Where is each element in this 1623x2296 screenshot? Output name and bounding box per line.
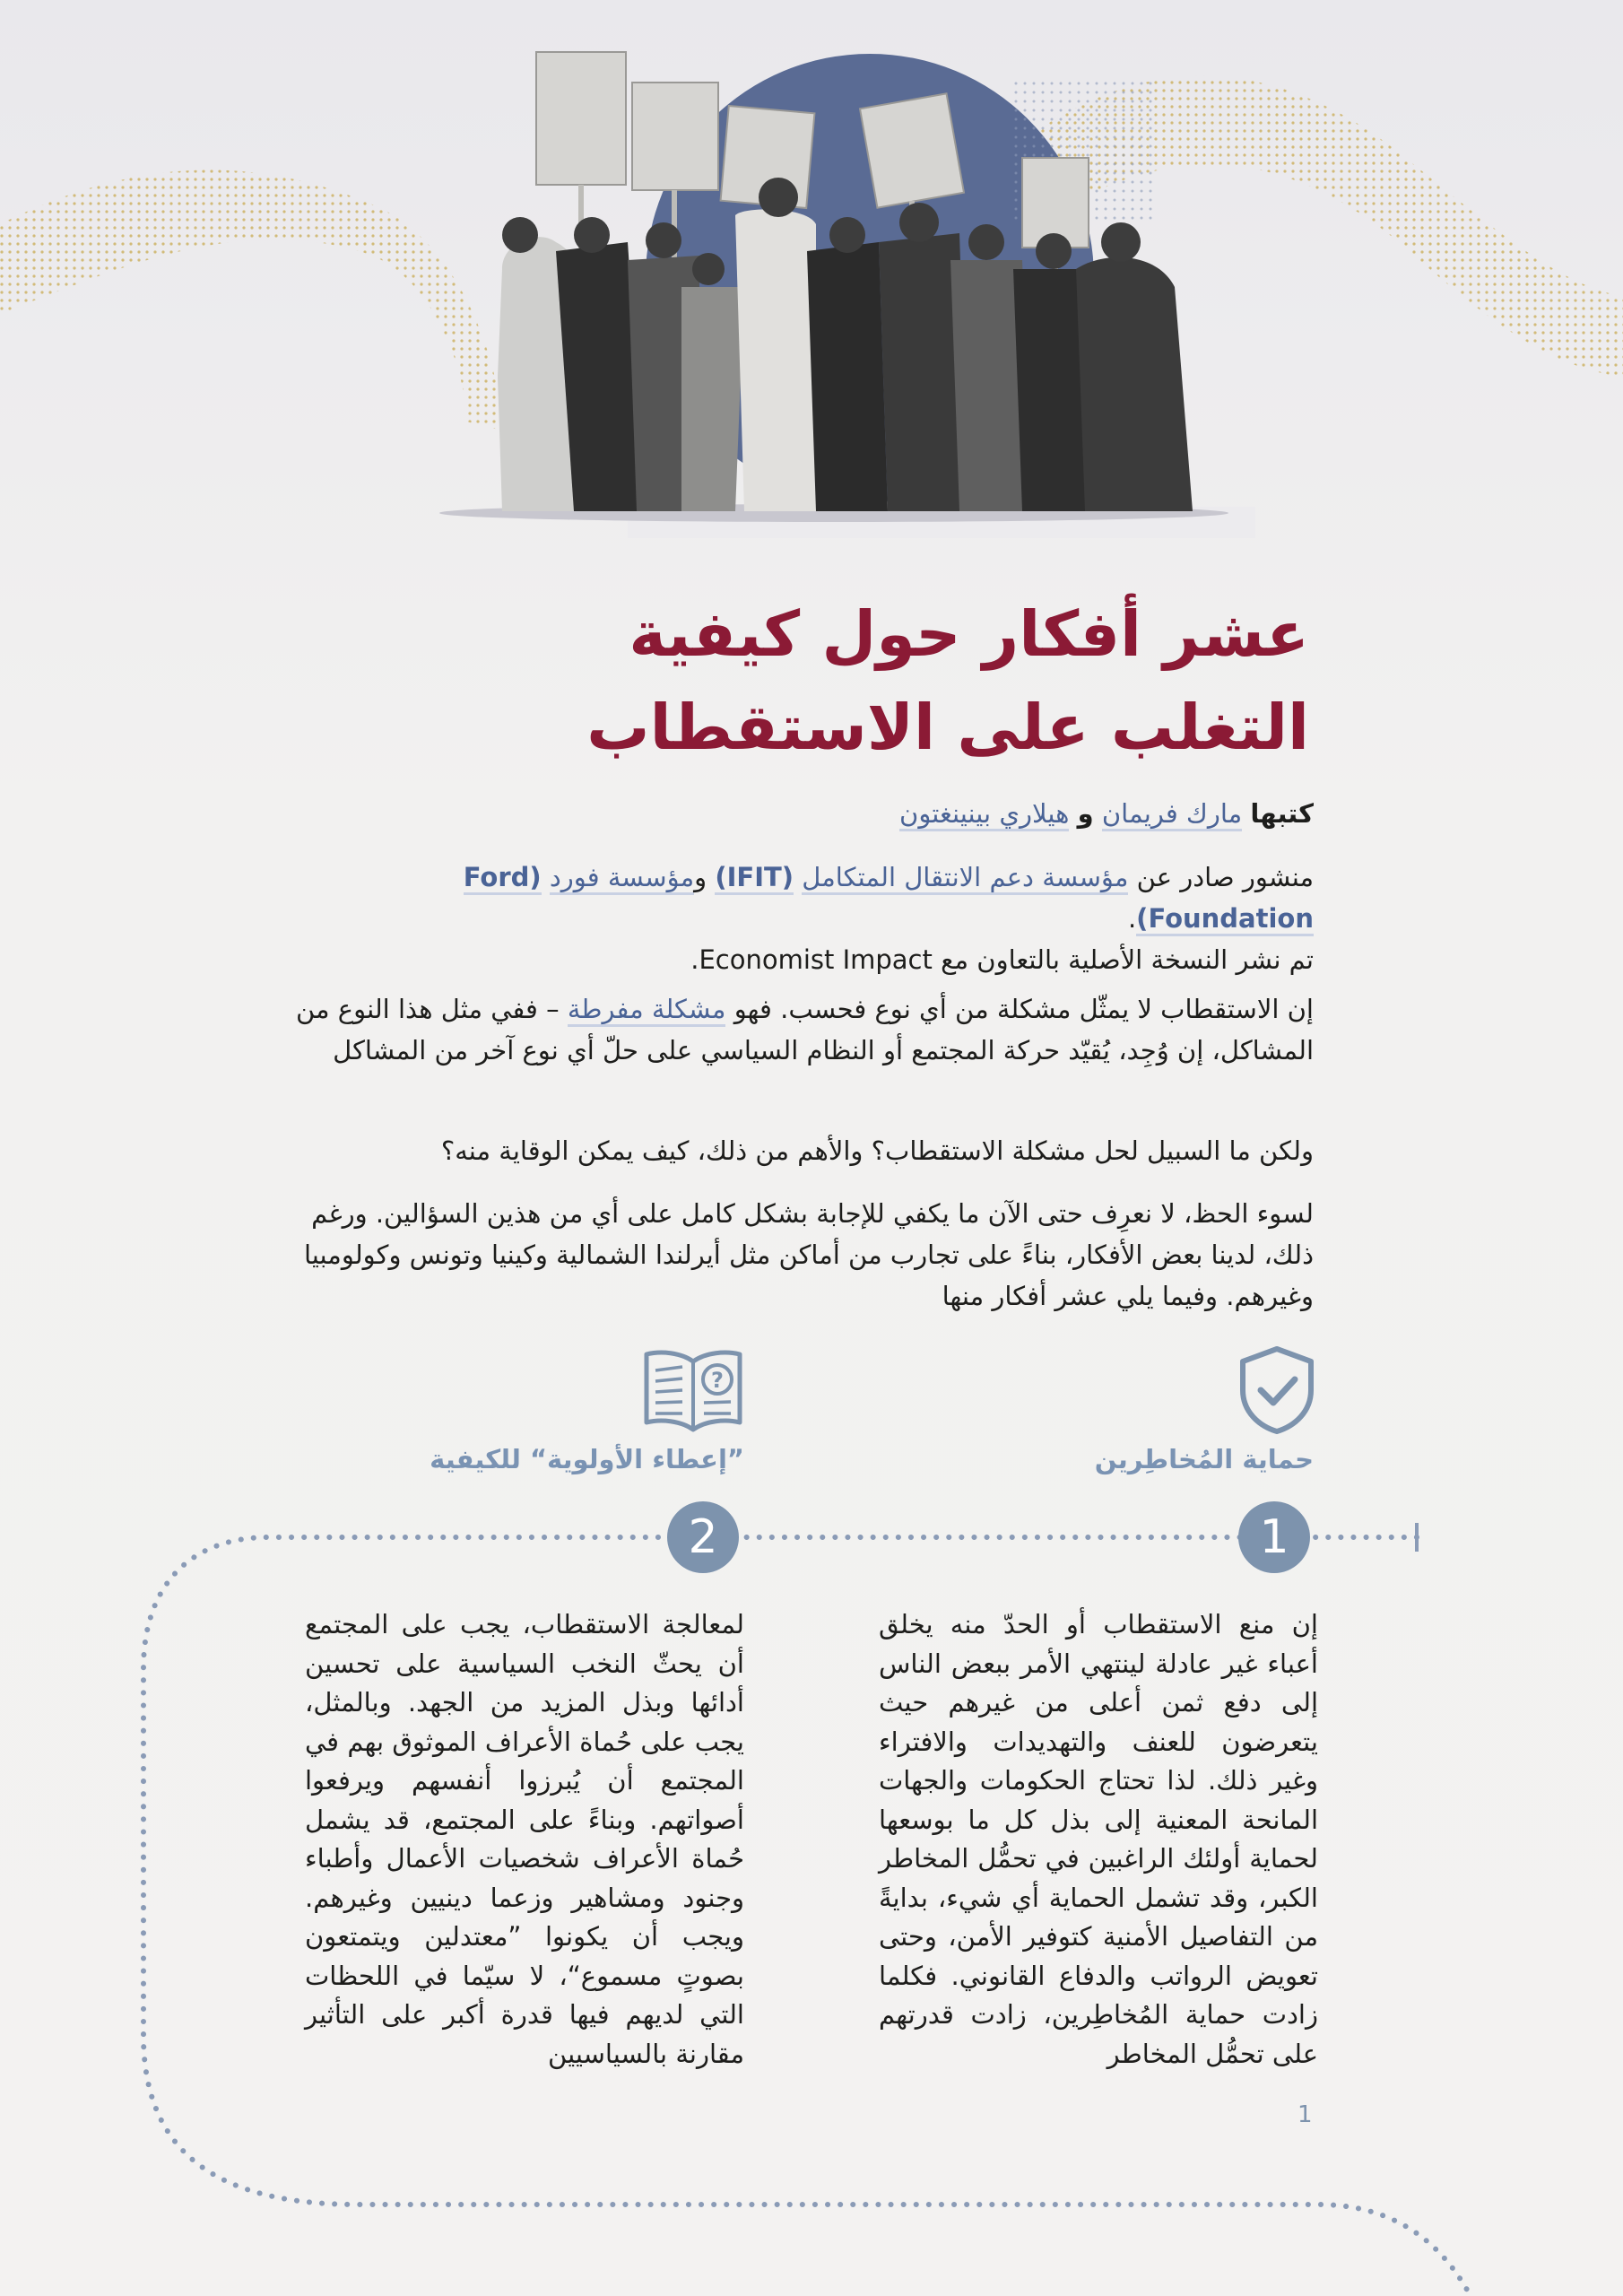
idea-2-title: ”إعطاء الأولوية“ للكيفية [430,1444,744,1474]
publication-note [282,857,1314,980]
org-ford-english[interactable]: (Ford Foundation) [464,862,1314,936]
open-book-question-icon [641,1345,745,1435]
idea-2-number-badge: 2 [667,1501,739,1573]
publication-end: . [1127,903,1137,934]
wicked-problem-link[interactable]: مشكلة مفرطة [568,994,726,1027]
publication-line-2: تم نشر النسخة الأصلية بالتعاون مع Economist Impact. [690,944,1314,975]
idea-1-number-badge: 1 [1238,1501,1310,1573]
org-link-ifit[interactable]: مؤسسة دعم الانتقال المتكامل [802,862,1128,895]
gold-dot-wave-left [0,170,502,430]
idea-1-title: حماية المُخاطِرين [1094,1444,1314,1474]
idea-1-text: إن منع الاستقطاب أو الحدّ منه يخلق أعباء غير عادلة لينتهي الأمر ببعض الناس إلى دفع ثمن أعلى من غيرهم حيث يتعرضون للعنف والتهديدات والافتراء وغير ذلك. لذا تحتاج الحكومات والجهات المانحة المعنية إلى بذل كل ما بوسعها لحماية أولئك الراغبين في تحمُّل المخاطر الكبر، وقد تشمل الحماية أي شيء، بدايةً من التفاصيل الأمنية كتوفير الأمن، وحتى تعويض الرواتب والدفاع القانوني. فكلما زادت حماية المُخاطِرين، زادت قدرتهم على تحمُّل المخاطر [879,1609,1318,2069]
page-number: 1 [1298,2101,1313,2128]
intro-paragraph-1 [282,988,1314,1071]
svg-text:?: ? [711,1368,724,1393]
intro-paragraph-2: ولكن ما السبيل لحل مشكلة الاستقطاب؟ والأهم من ذلك، كيف يمكن الوقاية منه؟ [440,1135,1314,1166]
publication-joiner: و [694,862,707,892]
publication-prefix: منشور صادر عن [1136,862,1314,892]
org-link-ford[interactable]: مؤسسة فورد [550,862,694,895]
org-ifit-abbr[interactable]: (IFIT) [715,862,794,895]
byline [327,794,1314,833]
hero-illustration [0,0,1623,538]
idea-2-text: لمعالجة الاستقطاب، يجب على المجتمع أن يحثّ النخب السياسية على تحسين أدائها وبذل المزيد من الجهد. وبالمثل، يجب على حُماة الأعراف الموثوق بهم في المجتمع أن يُبرزوا أنفسهم ويرفعوا أصواتهم. وبناءً على المجتمع، قد يشمل حُماة الأعراف شخصيات الأعمال وأطباء وجنود ومشاهير وزعما دينيين وغيرهم. ويجب أن يكونوا ”معتدلين ويتمتعون بصوتٍ مسموع“، لا سيّما في اللحظات التي لديهم فيها قدرة أكبر على التأثير مقارنة بالسياسيين [305,1609,744,2069]
shield-check-icon [1237,1345,1316,1435]
intro-paragraph-3: لسوء الحظ، لا نعرِف حتى الآن ما يكفي للإجابة بشكل كامل على أي من هذين السؤالين. ورغم ذلك، لدينا بعض الأفكار، بناءً على تجارب من أماكن مثل أيرلندا الشمالية وكينيا وتونس وكولومبيا وغيرهم. وفيما يلي عشر أفكار منها [303,1198,1314,1311]
author-link-1[interactable]: مارك فريمان [1102,798,1242,831]
author-link-2[interactable]: هيلاري بينينغتون [899,798,1069,831]
page-title: عشر أفكار حول كيفية التغلب على الاستقطاب [586,597,1309,764]
byline-prefix: كتبها [1250,798,1314,829]
byline-joiner: و [1077,798,1094,829]
intro-p1-after: – ففي مثل هذا النوع من المشاكل، إن وُجِد، يُقيّد حركة المجتمع أو النظام السياسي على حلّ أي نوع آخر من المشاكل [295,994,1314,1065]
intro-p1-before: إن الاستقطاب لا يمثّل مشكلة من أي نوع فحسب. فهو [733,994,1314,1024]
